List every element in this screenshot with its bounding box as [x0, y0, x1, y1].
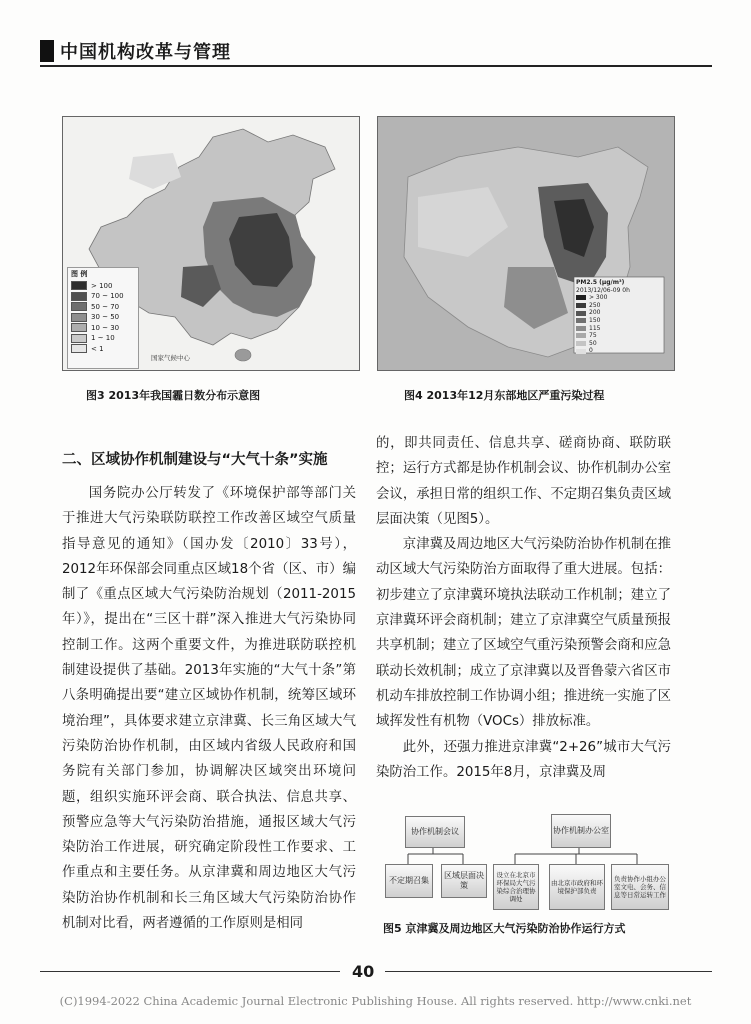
- figure4-legend-row: [576, 325, 662, 333]
- figure4-legend-date: 2013/12/06-09 0h: [576, 286, 630, 294]
- left-column: [62, 481, 356, 936]
- legend-swatch: [71, 323, 87, 332]
- footer-rule-right: [385, 971, 712, 972]
- flow-box-coordination-meeting: 协作机制会议: [405, 816, 465, 848]
- legend-swatch: [576, 349, 586, 354]
- flow-box-coordination-office: 协作机制办公室: [551, 814, 611, 848]
- right-paragraph-2: 京津冀及周边地区大气污染防治协作机制在推动区域大气污染防治方面取得了重大进展。包括：初步建立了京津冀环境执法联动工作机制；建立了京津冀环评会商机制；建立了京津冀空气质量预报共享机制；建立了区域空气重污染预警会商和应急联动长效机制；成立了京津冀以及晋鲁蒙六省区市机动车排放控制工作协调小组；推进统一实施了区域挥发性有机物（VOCs）排放标准。: [376, 537, 671, 730]
- figure3-map: [62, 116, 360, 371]
- legend-label: 250: [589, 301, 601, 309]
- legend-label: 1 ~ 10: [91, 334, 115, 342]
- legend-label: 50 ~ 70: [91, 302, 120, 311]
- right-paragraph-3: 此外，还强力推进京津冀“2+26”城市大气污染防治工作。2015年8月，京津冀及周: [376, 739, 671, 780]
- legend-swatch: [576, 333, 586, 338]
- figure3-legend-row: [68, 302, 138, 313]
- legend-label: 10 ~ 30: [91, 323, 120, 332]
- legend-label: < 1: [91, 344, 104, 353]
- left-paragraph: 国务院办公厅转发了《环境保护部等部门关于推进大气污染联防联控工作改善区域空气质量指导意见的通知》（国办发〔2010〕33号），2012年环保部会同重点区域18个省（区、市）编制了《重点区域大气污染防治规划（2011-2015年）》，提出在“三区十群”深入推进大气污染协同控制工作。这两个重要文件，为推进联防联控机制建设提供了基础。2013年实施的“大气十条”第八条明确提出要“建立区域协作机制，统筹区域环境治理”，具体要求建立京津冀、长三角区域大气污染防治协作机制，由区域内省级人民政府和国务院有关部门参加，协调解决区域突出环境问题，组织实施环评会商、联合执法、信息共享、预警应急等大气污染防治措施，通报区域大气污染防治工作进展，研究确定阶段性工作要求、工作重点和主要任务。从京津冀和周边地区大气污染防治协作机制和长三角区域大气污染防治协作机制对比看，两者遵循的工作原则是相同: [62, 486, 356, 932]
- figure4-legend-row: [576, 302, 662, 310]
- legend-swatch: [71, 281, 87, 290]
- figure3-source: 国家气候中心: [151, 354, 190, 362]
- flow-box-beijing-epb: 设立在北京市环保局大气污染综合治理协调处: [493, 864, 539, 910]
- figure3-legend: [67, 267, 139, 369]
- figure3-legend-title: 图 例: [71, 270, 88, 278]
- legend-label: 50: [589, 339, 597, 347]
- legend-label: > 100: [91, 281, 113, 290]
- figure5-flowchart: [383, 806, 671, 912]
- figure4-legend-row: [576, 340, 662, 348]
- copyright-footer: (C)1994-2022 China Academic Journal Electronic Publishing House. All rights reserved. http://www.cnki.net: [59, 994, 692, 1008]
- legend-label: 30 ~ 50: [91, 313, 120, 321]
- legend-swatch: [576, 341, 586, 346]
- legend-label: > 300: [589, 294, 608, 302]
- right-paragraph-1: 的，即共同责任、信息共享、磋商协商、联防联控；运行方式都是协作机制会议、协作机制办公室会议，承担日常的组织工作、不定期召集负责区域层面决策（见图5）。: [376, 436, 671, 527]
- figure3-legend-row: [68, 291, 138, 302]
- figure3-legend-row: [68, 344, 138, 355]
- legend-swatch: [576, 311, 586, 316]
- footer-rule-left: [40, 971, 340, 972]
- legend-swatch: [71, 292, 87, 301]
- figure3-legend-row: [68, 333, 138, 344]
- figure4-legend-row: [576, 309, 662, 317]
- header-bar: [40, 40, 54, 62]
- legend-label: 200: [589, 309, 601, 317]
- legend-swatch: [576, 303, 586, 308]
- figure4-legend: [576, 279, 662, 355]
- figure4-legend-title: PM2.5 (μg/m³): [576, 279, 625, 286]
- page-number: 40: [352, 962, 375, 981]
- figure4-legend-row: [576, 294, 662, 302]
- legend-swatch: [71, 334, 87, 343]
- header-rule: [40, 65, 712, 67]
- legend-swatch: [71, 313, 87, 322]
- figure3-caption: 图3 2013年我国霾日数分布示意图: [86, 389, 261, 402]
- figure4-caption: 图4 2013年12月东部地区严重污染过程: [404, 389, 605, 402]
- figure4-legend-list: [576, 294, 662, 355]
- right-column: [376, 431, 671, 785]
- legend-label: 150: [589, 316, 601, 324]
- legend-swatch: [576, 295, 586, 300]
- flow-box-daily-operations: 负责协作小组办公室文电、会务、信息等日常运转工作: [611, 864, 669, 910]
- flow-box-gov-responsible: 由北京市政府和环境保护部负责: [549, 864, 605, 910]
- figure4-map: [377, 116, 675, 371]
- flow-box-regional-decision: 区域层面决策: [441, 864, 487, 898]
- flow-box-irregular-convening: 不定期召集: [385, 864, 433, 898]
- legend-label: 70 ~ 100: [91, 292, 124, 300]
- legend-swatch: [576, 326, 586, 331]
- figure4-legend-row: [576, 332, 662, 340]
- figure4-legend-row: [576, 347, 662, 355]
- section-heading: 二、区域协作机制建设与“大气十条”实施: [62, 452, 328, 468]
- legend-swatch: [71, 302, 87, 311]
- legend-label: 0: [589, 347, 593, 355]
- legend-swatch: [71, 344, 87, 353]
- figure5-caption: 图5 京津冀及周边地区大气污染防治协作运行方式: [383, 922, 626, 935]
- figure3-legend-row: [68, 281, 138, 292]
- figure3-legend-list: [68, 281, 138, 355]
- legend-label: 115: [589, 324, 601, 332]
- figure4-legend-row: [576, 317, 662, 325]
- legend-swatch: [576, 318, 586, 323]
- figure3-legend-row: [68, 323, 138, 334]
- figure3-legend-row: [68, 312, 138, 323]
- legend-label: 75: [589, 332, 597, 340]
- journal-title: 中国机构改革与管理: [60, 42, 231, 63]
